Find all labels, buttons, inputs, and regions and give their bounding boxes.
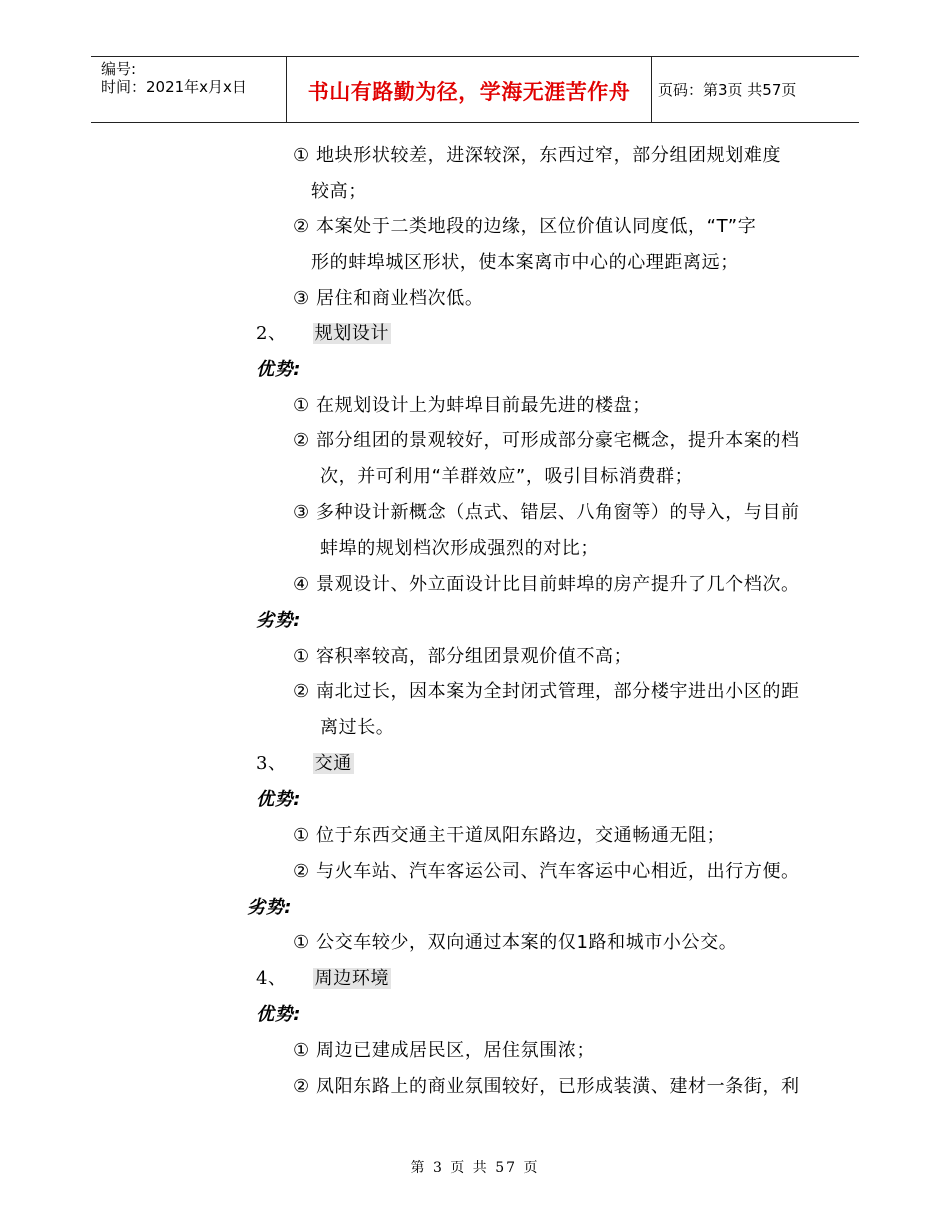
point-2-line-a: ② 本案处于二类地段的边缘，区位价值认同度低，“T”字 — [293, 216, 757, 237]
section-4-title: 周边环境 — [314, 968, 390, 989]
section-2-advantage-label: 优势: — [256, 359, 301, 380]
header-bottom-rule — [91, 122, 859, 123]
serial-label: 编号: — [101, 60, 137, 78]
section-3-disadvantage-label: 劣势: — [247, 897, 292, 918]
s2-adv-2-b: 次，并可利用“羊群效应”，吸引目标消费群； — [320, 466, 694, 487]
section-3-heading — [256, 753, 354, 775]
s2-dis-1: ① 容积率较高，部分组团景观价值不高； — [293, 646, 633, 667]
section-3-number: 3、 — [256, 753, 287, 774]
s2-adv-2-a: ② 部分组团的景观较好，可形成部分豪宅概念，提升本案的档 — [293, 430, 800, 451]
section-4-number: 4、 — [256, 968, 287, 989]
header-divider-right — [651, 57, 652, 123]
s2-adv-1: ① 在规划设计上为蚌埠目前最先进的楼盘； — [293, 395, 651, 416]
section-4-heading — [256, 968, 391, 990]
s2-adv-3-a: ③ 多种设计新概念（点式、错层、八角窗等）的导入，与目前 — [293, 502, 800, 523]
section-3-advantage-label: 优势: — [256, 789, 301, 810]
page-footer: 第 3 页 共 57 页 — [410, 1160, 540, 1176]
s4-adv-2: ② 凤阳东路上的商业氛围较好，已形成装潢、建材一条街，利 — [293, 1076, 800, 1097]
point-2-line-b: 形的蚌埠城区形状，使本案离市中心的心理距离远； — [311, 252, 739, 273]
s3-adv-2: ② 与火车站、汽车客运公司、汽车客运中心相近，出行方便。 — [293, 861, 800, 882]
s2-adv-3-b: 蚌埠的规划档次形成强烈的对比； — [320, 538, 599, 559]
point-1-line-b: 较高； — [311, 181, 367, 202]
section-2-number: 2、 — [256, 323, 287, 344]
section-3-title: 交通 — [314, 753, 352, 774]
section-2-heading — [256, 323, 391, 345]
s4-adv-1: ① 周边已建成居民区，居住氛围浓； — [293, 1040, 596, 1061]
point-3-line: ③ 居住和商业档次低。 — [293, 288, 484, 309]
header-page-code: 页码：第3页 共57页 — [658, 81, 797, 99]
s2-adv-4: ④ 景观设计、外立面设计比目前蚌埠的房产提升了几个档次。 — [293, 574, 800, 595]
s2-dis-2-b: 离过长。 — [320, 717, 395, 738]
time-label: 时间：2021年x月x日 — [101, 78, 247, 96]
header-motto: 书山有路勤为径，学海无涯苦作舟 — [307, 80, 631, 104]
header-top-rule — [91, 56, 859, 57]
section-4-advantage-label: 优势: — [256, 1004, 301, 1025]
s3-dis-1: ① 公交车较少，双向通过本案的仅1路和城市小公交。 — [293, 932, 738, 953]
s2-dis-2-a: ② 南北过长，因本案为全封闭式管理，部分楼宇进出小区的距 — [293, 681, 800, 702]
section-2-title: 规划设计 — [314, 323, 390, 344]
point-1-line-a: ① 地块形状较差，进深较深，东西过窄，部分组团规划难度 — [293, 145, 782, 166]
s3-adv-1: ① 位于东西交通主干道凤阳东路边，交通畅通无阻； — [293, 825, 726, 846]
section-2-disadvantage-label: 劣势: — [256, 610, 301, 631]
